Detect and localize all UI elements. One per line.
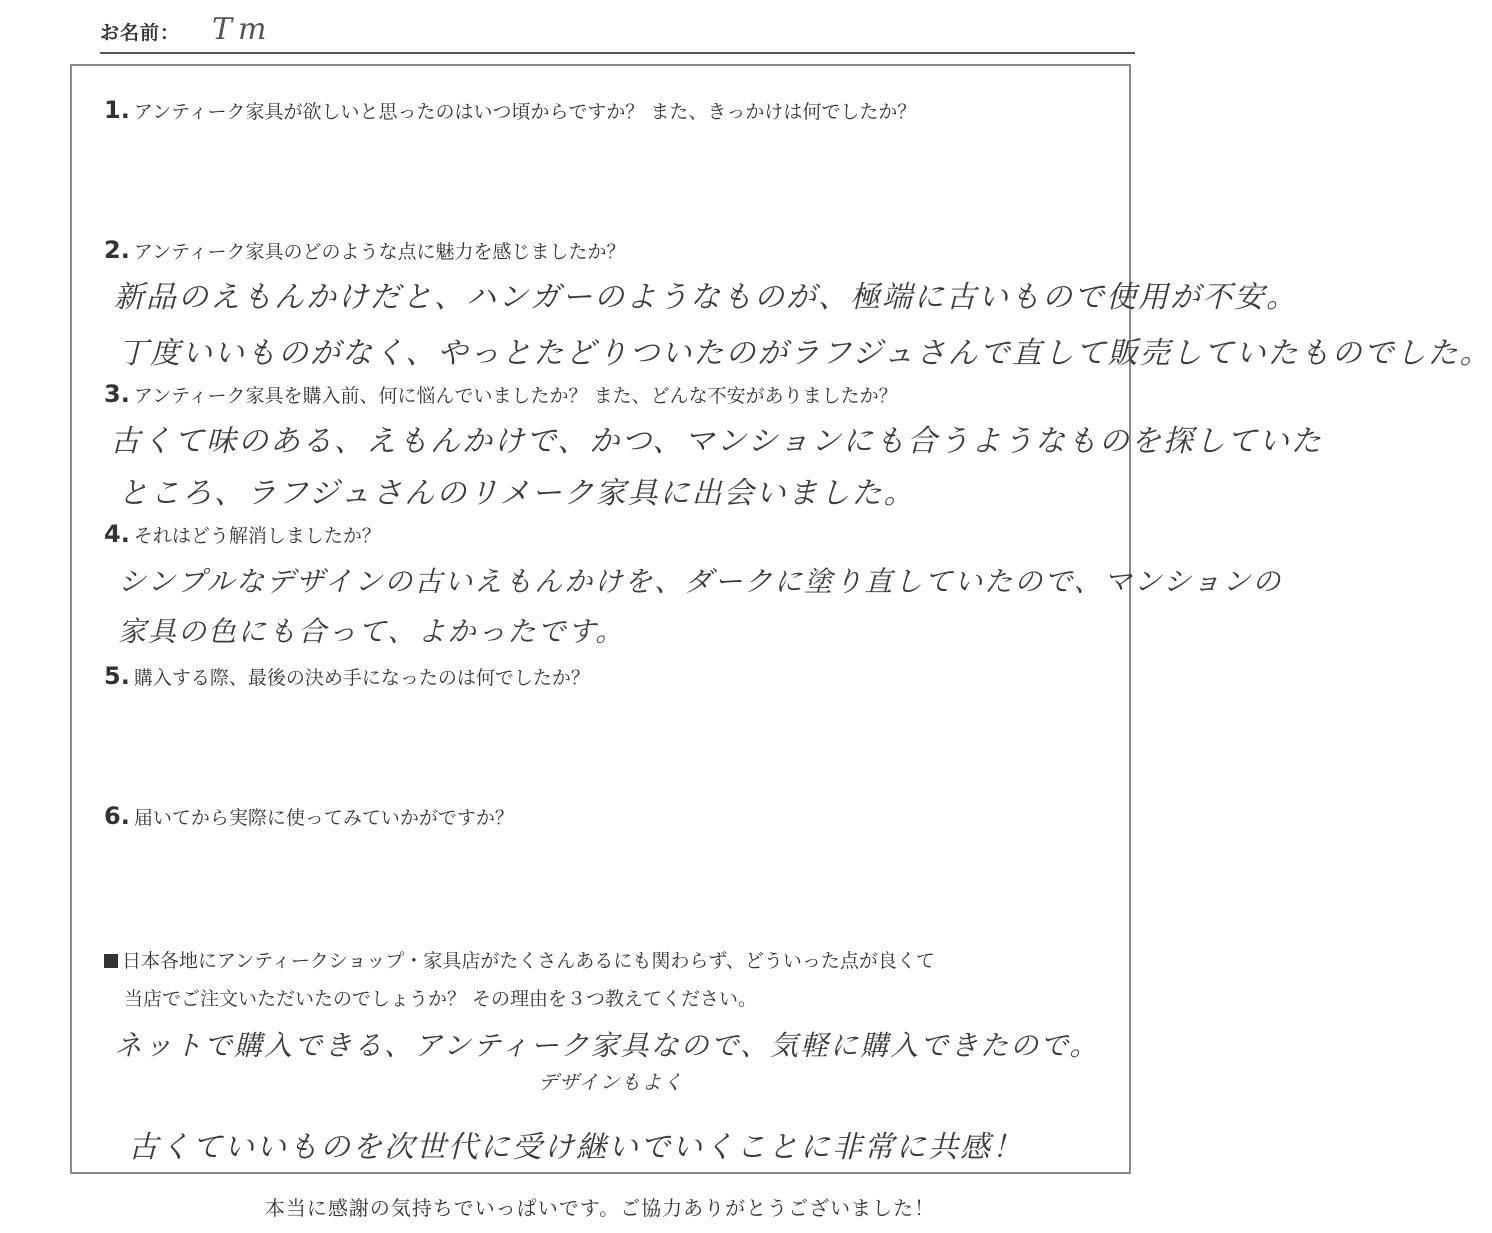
closing-answer-insert: デザインもよく (538, 1070, 684, 1094)
answer-4-line-1: シンプルなデザインの古いえもんかけを、ダークに塗り直していたので、マンションの (118, 565, 1283, 598)
question-text: アンティーク家具のどのような点に魅力を感じましたか？ (133, 241, 626, 263)
question-number: 4. (104, 520, 130, 548)
question-4 (104, 520, 381, 548)
thank-you-footer: 本当に感謝の気持ちでいっぱいです。ご協力ありがとうございました！ (264, 1196, 936, 1220)
question-number: 3. (104, 380, 130, 408)
question-number: 2. (104, 236, 130, 264)
question-number: 6. (104, 802, 130, 830)
closing-question-text: 日本各地にアンティークショップ・家具店がたくさんあるにも関わらず、どういった点が良くて (122, 950, 935, 972)
closing-question-line-1 (104, 946, 935, 973)
square-bullet-icon (104, 954, 118, 968)
name-handwritten: Tm (212, 12, 273, 47)
answer-3-line-2: ところ、ラフジュさんのリメーク家具に出会いました。 (118, 476, 916, 511)
question-text: アンティーク家具が欲しいと思ったのはいつ頃からですか？ また、きっかけは何でしたか？ (133, 101, 917, 123)
closing-answer-line-2: 古くていいものを次世代に受け継いでいくことに非常に共感！ (128, 1130, 1024, 1165)
closing-answer-line-1: ネットで購入できる、アンティーク家具なので、気軽に購入できたので。 (114, 1029, 1100, 1062)
answer-2-line-1: 新品のえもんかけだと、ハンガーのようなものが、極端に古いもので使用が不安。 (114, 280, 1298, 315)
question-text: 購入する際、最後の決め手になったのは何でしたか？ (133, 667, 590, 689)
answer-4-line-2: 家具の色にも合って、よかったです。 (118, 615, 626, 648)
question-number: 5. (104, 662, 130, 690)
closing-question-line-2: 当店でご注文いただいたのでしょうか？ その理由を３つ教えてください。 (124, 988, 758, 1010)
answer-2-line-2: 丁度いいものがなく、やっとたどりついたのがラフジュさんで直して販売していたものでした。 (118, 336, 1492, 371)
question-2 (104, 236, 626, 264)
answer-3-line-1: 古くて味のある、えもんかけで、かつ、マンションにも合うようなものを探していた (110, 424, 1323, 459)
question-1 (104, 96, 916, 124)
question-number: 1. (104, 96, 130, 124)
question-text: アンティーク家具を購入前、何に悩んでいましたか？ また、どんな不安がありましたか？ (133, 385, 898, 407)
question-6 (104, 802, 514, 830)
question-5 (104, 662, 590, 690)
name-row (100, 14, 1135, 54)
question-3 (104, 380, 898, 408)
name-label: お名前： (100, 22, 181, 44)
question-text: 届いてから実際に使ってみていかがですか？ (133, 807, 514, 829)
question-text: それはどう解消しましたか？ (133, 525, 381, 547)
